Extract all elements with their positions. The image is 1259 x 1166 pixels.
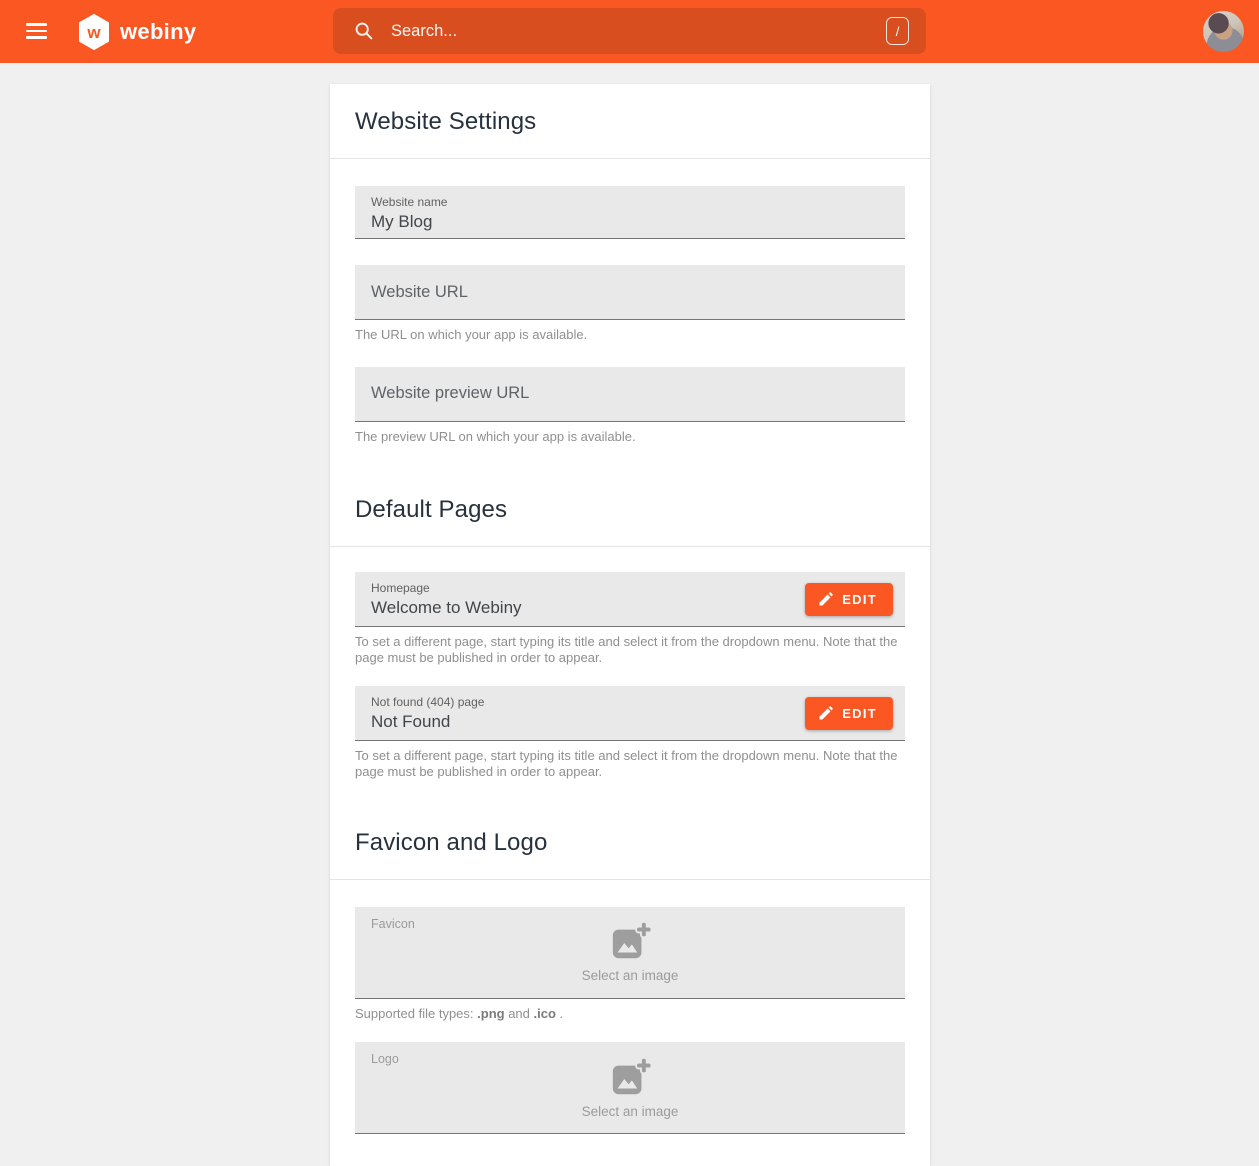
- page-title: Website Settings: [355, 108, 537, 135]
- webiny-logo[interactable]: [78, 14, 196, 50]
- slash-shortcut-badge: /: [886, 17, 909, 45]
- website-preview-url-helper: The preview URL on which your app is available.: [355, 428, 636, 444]
- default-pages-form: [330, 547, 930, 804]
- website-url-helper: The URL on which your app is available.: [355, 327, 588, 342]
- not-found-page-value: Not Found: [371, 712, 451, 732]
- website-name-value: My Blog: [371, 212, 433, 231]
- homepage-edit-button[interactable]: EDIT: [805, 583, 893, 616]
- file-type-png: .png: [477, 1005, 505, 1021]
- brand-wordmark: webiny: [120, 19, 197, 44]
- image-add-icon: [609, 1057, 651, 1099]
- logo-upload-field[interactable]: [355, 1042, 905, 1134]
- favicon-logo-form: [330, 880, 930, 1166]
- settings-card: [330, 84, 930, 1166]
- website-name-field[interactable]: [355, 186, 905, 239]
- global-search-bar[interactable]: [333, 8, 926, 54]
- webiny-hexagon-icon: [78, 14, 110, 50]
- user-avatar[interactable]: [1203, 11, 1244, 52]
- favicon-upload-field[interactable]: [355, 907, 905, 999]
- logo-select-image-text: Select an image: [581, 1103, 679, 1119]
- homepage-field[interactable]: [355, 572, 905, 627]
- website-name-label: Website name: [371, 195, 448, 209]
- search-input[interactable]: [391, 22, 886, 41]
- not-found-edit-button[interactable]: EDIT: [805, 697, 893, 730]
- hamburger-menu-icon[interactable]: [26, 23, 47, 39]
- website-settings-form: [330, 159, 930, 472]
- not-found-page-label: Not found (404) page: [371, 695, 485, 710]
- favicon-helper: Supported file types: .png and .ico .: [355, 1005, 564, 1021]
- svg-text:w: w: [87, 23, 101, 42]
- homepage-helper: To set a different page, start typing its title and select it from the dropdown menu. Note that the page must be published in order to appear.: [355, 634, 898, 665]
- file-type-ico: .ico: [533, 1005, 556, 1021]
- not-found-helper: To set a different page, start typing its title and select it from the dropdown menu. Note that the page must be published in order to appear.: [355, 748, 898, 779]
- pencil-icon: [818, 592, 833, 607]
- default-pages-section-header: [330, 472, 930, 547]
- search-icon: [354, 21, 374, 41]
- favicon-label: Favicon: [371, 916, 415, 931]
- favicon-logo-section-header: [330, 805, 930, 880]
- website-preview-url-label: Website preview URL: [371, 384, 530, 403]
- pencil-icon: [818, 706, 833, 721]
- homepage-label: Homepage: [371, 581, 430, 596]
- favicon-logo-title: Favicon and Logo: [355, 828, 548, 856]
- website-url-field[interactable]: [355, 265, 905, 320]
- not-found-page-field[interactable]: [355, 686, 905, 741]
- favicon-select-image-text: Select an image: [581, 968, 679, 984]
- image-add-icon: [609, 921, 651, 963]
- website-url-label: Website URL: [371, 282, 468, 301]
- default-pages-title: Default Pages: [355, 496, 508, 524]
- app-header: [0, 0, 1259, 63]
- logo-label: Logo: [371, 1052, 399, 1067]
- website-preview-url-field[interactable]: [355, 367, 905, 422]
- website-settings-section-header: [330, 84, 930, 159]
- homepage-value: Welcome to Webiny: [371, 598, 522, 618]
